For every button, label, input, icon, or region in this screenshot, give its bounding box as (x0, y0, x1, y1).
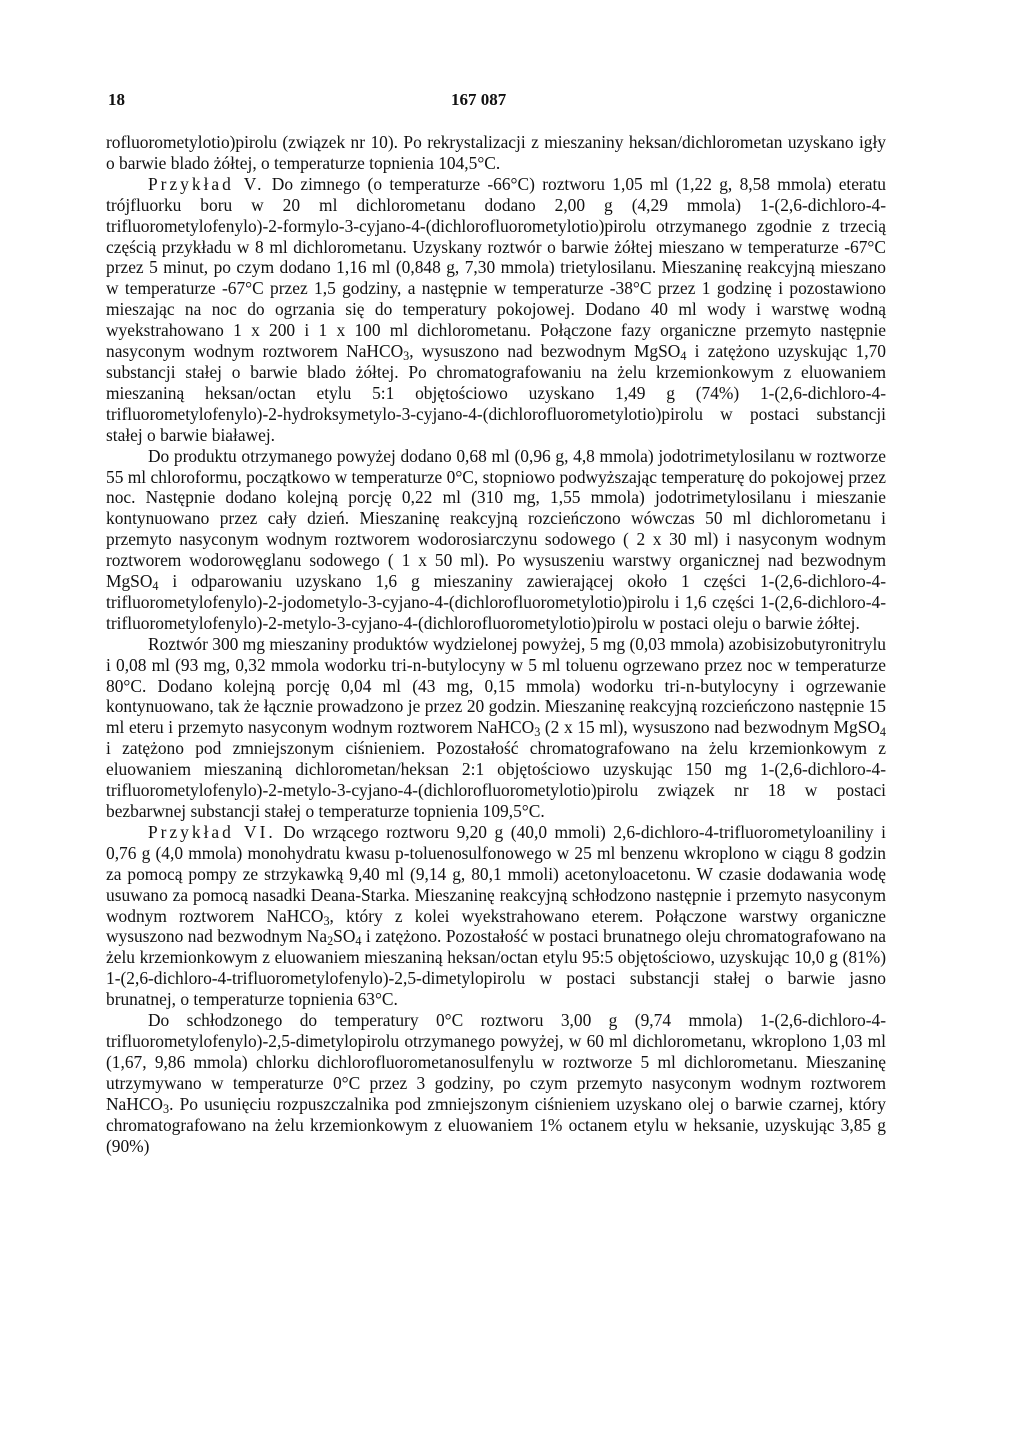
paragraph-example-5 (106, 174, 886, 446)
subscript: 4 (152, 579, 159, 594)
example-5-label: Przykład V. (148, 173, 265, 194)
subscript: 4 (355, 934, 362, 949)
paragraph-3-text-2: i odparowaniu uzyskano 1,6 g mieszaniny zawierającej około 1 części 1-(2,6-dichloro-4-trifluorometylofenylo)-2-jodometylo-3-cyjano-4-(dichlorofluorometylotio)pirolu i 1,6 części 1-(2,6-dichloro-4-trifluorometylofenylo)-2-metylo-3-cyjano-4-(dichlorofluorometylotio)pirolu w postaci oleju o barwie żółtej. (106, 571, 886, 633)
paragraph-4-text-3: i zatężono pod zmniejszonym ciśnieniem. Pozostałość chromatografowano na żelu krzemionkowym z eluowaniem mieszaniną dichlorometan/heksan 2:1 objętościowo uzyskując 150 mg 1-(2,6-dichloro-4-trifluorometylofenylo)-2-metylo-3-cyjano-4-(dichlorofluorometylotio)pirolu związek nr 18 w postaci bezbarwnej substancji stałej o temperaturze topnienia 109,5°C. (106, 738, 886, 821)
patent-page (106, 90, 886, 1156)
paragraph-5-text-4: i zatężono. Pozostałość w postaci brunatnego oleju chromatografowano na żelu krzemionkowym z eluowaniem mieszaniną heksan/octan etylu 95:5 objętościowo, uzyskując 10,0 g (81%) 1-(2,6-dichloro-4-trifluorometylofenylo)-2,5-dimetylopirolu w postaci substancji stałej o barwie jasno brunatnej, o temperaturze topnienia 63°C. (106, 926, 886, 1010)
subscript: 4 (680, 349, 687, 364)
example-6-label: Przykład VI. (148, 821, 276, 842)
paragraph-6-text-2: . Po usunięciu rozpuszczalnika pod zmniejszonym ciśnieniem uzyskano olej o barwie czarnej, który chromatografowano na żelu krzemionkowym z eluowaniem 1% octanem etylu w heksanie, uzyskując 3,85 g (90%) (106, 1093, 886, 1156)
subscript: 2 (327, 934, 334, 949)
paragraph-2-text-2: , wysuszono nad bezwodnym MgSO (409, 341, 681, 362)
paragraph-2-text-3: i zatężono uzyskując 1,70 substancji stałej o barwie blado żółtej. Po chromatografowaniu na żelu krzemionkowym z eluowaniem mieszaniną heksan/octan etylu 5:1 objętościowo uzyskano 1,49 g (74%) 1-(2,6-dichloro-4-trifluorometylofenylo)-2-hydroksymetylo-3-cyjano-4-(dichlorofluorometylotio)pirolu w postaci substancji stałej o barwie białawej. (106, 341, 886, 445)
page-number: 18 (108, 90, 125, 109)
subscript: 3 (534, 725, 541, 740)
paragraph-5-text-3: SO (333, 926, 356, 947)
subscript: 3 (323, 913, 330, 928)
paragraph-example-6 (106, 822, 886, 1010)
paragraph-3 (106, 446, 886, 634)
paragraph-6 (106, 1010, 886, 1156)
subscript: 4 (879, 725, 886, 740)
page-header (106, 90, 886, 122)
subscript: 3 (403, 349, 410, 364)
body-text (106, 132, 886, 1156)
subscript: 3 (163, 1101, 170, 1116)
paragraph-6-text-1: Do schłodzonego do temperatury 0°C roztworu 3,00 g (9,74 mmola) 1-(2,6-dichloro-4-trifluorometylofenylo)-2,5-dimetylopirolu otrzymanego powyżej, w 60 ml dichlorometanu, wkroplono 1,03 ml (1,67, 9,86 mmola) chlorku dichlorofluorometanosulfenylu w roztworze 5 ml dichlorometanu. Mieszaninę utrzymywano w temperaturze 0°C przez 3 godziny, po czym przemyto nasyconym wodnym roztworem NaHCO (106, 1010, 886, 1114)
paragraph-1: rofluorometylotio)pirolu (związek nr 10). Po rekrystalizacji z mieszaniny heksan/dichlorometan uzyskano igły o barwie blado żółtej, o temperaturze topnienia 104,5°C. (106, 132, 886, 173)
patent-number: 167 087 (451, 90, 507, 109)
paragraph-4-text-2: (2 x 15 ml), wysuszono nad bezwodnym MgSO (540, 717, 880, 738)
paragraph-5-text-2: , który z kolei wyekstrahowano eterem. Połączone warstwy organiczne wysuszono nad bezwodnym Na (106, 905, 886, 947)
paragraph-5-text-1: Do wrzącego roztworu 9,20 g (40,0 mmoli) 2,6-dichloro-4-trifluorometyloaniliny i 0,76 g (4,0 mmola) monohydratu kwasu p-toluenosulfonowego w 25 ml benzenu wkroplono w ciągu 8 godzin za pomocą pompy ze strzykawką 9,40 ml (9,14 g, 80,1 mmoli) acetonyloacetonu. W czasie dodawania wodę usuwano za pomocą nasadki Deana-Starka. Mieszaninę reakcyjną schłodzono następnie i przemyto nasyconym wodnym roztworem NaHCO (106, 821, 886, 926)
paragraph-2-text-1: Do zimnego (o temperaturze -66°C) roztworu 1,05 ml (1,22 g, 8,58 mmola) eteratu trójfluorku boru w 20 ml dichlorometanu dodano 2,00 g (4,29 mmola) 1-(2,6-dichloro-4-trifluorometylofenylo)-2-formylo-3-cyjano-4-(dichlorofluorometylotio)pirolu otrzymanego zgodnie z trzecią częścią przykładu w 8 ml dichlorometanu. Uzyskany roztwór o barwie żółtej mieszano w temperaturze -67°C przez 5 minut, po czym dodano 1,16 ml (0,848 g, 7,30 mmola) trietylosilanu. Mieszaninę reakcyjną mieszano w temperaturze -67°C przez 1,5 godziny, a następnie w temperaturze -38°C przez 1 godzinę i pozostawiono mieszając na noc do ogrzania się do temperatury pokojowej. Dodano 40 ml wody i warstwę wodną wyekstrahowano 1 x 200 i 1 x 100 ml dichlorometanu. Połączone fazy organiczne przemyto następnie nasyconym wodnym roztworem NaHCO (106, 173, 886, 362)
paragraph-4-text-1: Roztwór 300 mg mieszaniny produktów wydzielonej powyżej, 5 mg (0,03 mmola) azobisizobutyronitrylu i 0,08 ml (93 mg, 0,32 mmola wodorku tri-n-butylocyny w 5 ml toluenu ogrzewano przez noc w temperaturze 80°C. Dodano kolejną porcję 0,04 ml (43 mg, 0,15 mmola) wodorku tri-n-butylocyny i ogrzewanie kontynuowano, tak że łącznie prowadzono je przez 20 godzin. Mieszaninę reakcyjną rozcieńczono następnie 15 ml eteru i przemyto nasyconym wodnym roztworem NaHCO (106, 633, 886, 738)
paragraph-3-text-1: Do produktu otrzymanego powyżej dodano 0,68 ml (0,96 g, 4,8 mmola) jodotrimetylosilanu w roztworze 55 ml chloroformu, początkowo w temperaturze 0°C, stopniowo podwyższając temperaturę do pokojowej przez noc. Następnie dodano kolejną porcję 0,22 ml (310 mg, 1,55 mmola) jodotrimetylosilanu i mieszanie kontynuowano przez cały dzień. Mieszaninę reakcyjną rozcieńczono wówczas 50 ml dichlorometanu i przemyto nasyconym wodnym roztworem wodorosiarczynu sodowego ( 2 x 30 ml) i nasyconym wodnym roztworem wodorowęglanu sodowego ( 1 x 50 ml). Po wysuszeniu warstwy organicznej nad bezwodnym MgSO (106, 445, 886, 592)
paragraph-4 (106, 634, 886, 822)
